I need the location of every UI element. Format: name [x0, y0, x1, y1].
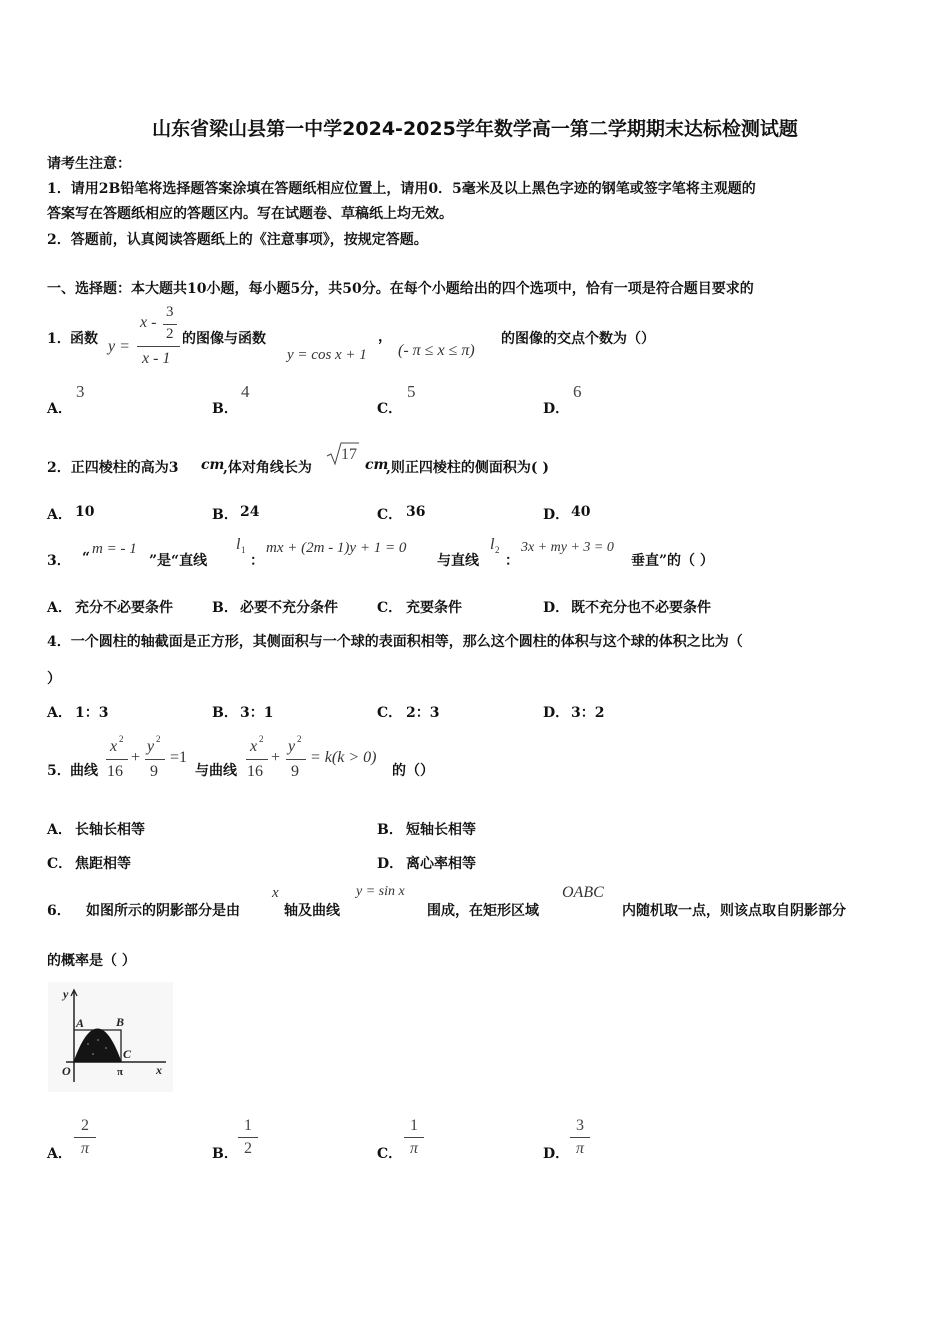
notice-line-1b: 答案写在答题纸相应的答题区内。写在试题卷、草稿纸上均无效。 [47, 206, 453, 222]
q3-option-b-value: 必要不充分条件 [240, 600, 338, 616]
q5-y-sup-1: 2 [156, 734, 161, 744]
q5-option-c-label[interactable]: C． [47, 856, 73, 872]
q5-x-1: x [110, 738, 118, 755]
q6-text-4: 内随机取一点，则该点取自阴影部分 [622, 903, 846, 919]
q5-plus-1: + [131, 749, 141, 766]
q2-option-c-label[interactable]: C． [377, 507, 403, 523]
q3-colon-1: ： [250, 553, 264, 569]
fig-label-b: B [116, 1015, 125, 1029]
q1-option-b-label[interactable]: B． [212, 401, 238, 417]
q6-line-2: 的概率是（ ） [47, 953, 136, 969]
q4-option-b-label[interactable]: B． [212, 705, 238, 721]
q6-curve: y = sin x [356, 884, 405, 899]
q5-option-b-value: 短轴长相等 [406, 822, 476, 838]
q5-option-d-value: 离心率相等 [406, 856, 476, 872]
q3-l2: l [490, 536, 495, 553]
q5-text-2: 与曲线 [195, 763, 237, 779]
q5-x-2: x [250, 738, 258, 755]
q5-number: 5． [47, 763, 71, 779]
q1-y-eq: y = [108, 338, 130, 355]
q1-num-3: 3 [166, 304, 174, 320]
q3-option-b-label[interactable]: B． [212, 600, 238, 616]
q1-num-a: x - [140, 314, 157, 331]
q6-option-c-label[interactable]: C． [377, 1146, 403, 1162]
q3-l2-sub: 2 [495, 545, 500, 555]
q6-region: OABC [562, 884, 604, 901]
q1-option-a-label[interactable]: A． [47, 401, 72, 417]
q5-option-d-label[interactable]: D． [377, 856, 404, 872]
q2-unit-1: cm [201, 457, 225, 473]
q3-option-a-label[interactable]: A． [47, 600, 72, 616]
q6-option-d-num: 3 [576, 1117, 584, 1134]
q1-option-c-value: 5 [407, 382, 416, 401]
q3-option-a-value: 充分不必要条件 [75, 600, 173, 616]
q4-line-1: 4．一个圆柱的轴截面是正方形，其侧面积与一个球的表面积相等，那么这个圆柱的体积与这个球的体积之比为（ [47, 634, 743, 650]
q3-close-quote: ”是“直线 [149, 553, 208, 569]
q3-text-with: 与直线 [437, 553, 479, 569]
q3-l1: l [236, 536, 241, 553]
fig-label-x: x [156, 1063, 162, 1077]
q6-text-3: 围成，在矩形区域 [427, 903, 539, 919]
fig-label-a: A [76, 1016, 85, 1030]
q2-option-b-value: 24 [240, 504, 260, 520]
q4-option-c-label[interactable]: C． [377, 705, 403, 721]
fig-label-y: y [63, 987, 69, 1001]
q1-option-c-label[interactable]: C． [377, 401, 403, 417]
q3-equation-2: 3x + my + 3 = 0 [521, 540, 614, 555]
q6-option-c-den: π [409, 1140, 418, 1157]
q1-option-a-value: 3 [76, 382, 85, 401]
q5-option-c-value: 焦距相等 [75, 856, 131, 872]
q3-l1-sub: 1 [241, 545, 246, 555]
q3-text-tail: 垂直”的（ ） [631, 553, 714, 569]
q1-inner-bar [163, 324, 177, 325]
q4-option-d-label[interactable]: D． [543, 705, 570, 721]
q3-number: 3． [47, 553, 71, 569]
q6-option-b-den: 2 [244, 1140, 252, 1157]
page-title: 山东省梁山县第一中学2024-2025学年数学高一第二学期期末达标检测试题 [152, 118, 798, 140]
q4-option-a-value: 1：3 [75, 705, 109, 721]
q5-bar-2 [145, 759, 165, 760]
q3-option-d-value: 既不充分也不必要条件 [571, 600, 711, 616]
q5-den-16-2: 16 [247, 763, 263, 780]
q5-den-9-1: 9 [150, 763, 158, 780]
q1-option-b-value: 4 [241, 382, 250, 401]
q3-option-c-label[interactable]: C． [377, 600, 403, 616]
q5-text-1: 曲线 [70, 763, 98, 779]
q5-eq-2: = k(k > 0) [310, 749, 377, 766]
q3-option-d-label[interactable]: D． [543, 600, 570, 616]
q5-y-2: y [288, 738, 296, 755]
notice-heading: 请考生注意： [47, 156, 131, 172]
q1-option-d-value: 6 [573, 382, 582, 401]
q5-y-1: y [147, 738, 155, 755]
q2-option-b-label[interactable]: B． [212, 507, 238, 523]
q5-option-a-label[interactable]: A． [47, 822, 72, 838]
q2-option-a-label[interactable]: A． [47, 507, 72, 523]
q2-text-3: ,则正四棱柱的侧面积为( ) [386, 460, 549, 476]
q6-option-c-fraction [404, 1117, 424, 1158]
q5-y-sup-2: 2 [297, 734, 302, 744]
q5-bar-1 [106, 759, 128, 760]
q1-number: 1． [47, 331, 71, 347]
q6-option-d-den: π [575, 1140, 584, 1157]
q5-text-3: 的（） [392, 763, 434, 779]
q6-option-b-num: 1 [244, 1117, 252, 1134]
q6-option-b-fraction [238, 1117, 258, 1158]
q3-equation-1: mx + (2m - 1)y + 1 = 0 [266, 540, 407, 556]
q5-x-sup-1: 2 [119, 734, 124, 744]
q6-option-a-den: π [80, 1140, 89, 1157]
q6-number: 6． [47, 903, 71, 919]
q5-option-a-value: 长轴长相等 [75, 822, 145, 838]
q1-text-1: 函数 [70, 331, 98, 347]
q1-option-d-label[interactable]: D． [543, 401, 570, 417]
q2-option-d-label[interactable]: D． [543, 507, 570, 523]
q3-colon-2: ： [505, 553, 519, 569]
q3-open-quote: “ [82, 550, 91, 566]
notice-line-2: 2．答题前，认真阅读答题纸上的《注意事项》，按规定答题。 [47, 232, 428, 248]
q6-text-2: 轴及曲线 [284, 903, 340, 919]
fig-label-c: C [123, 1047, 132, 1061]
q4-option-c-value: 2：3 [406, 705, 440, 721]
fig-label-o: O [62, 1064, 71, 1078]
q6-option-b-label[interactable]: B． [212, 1146, 238, 1162]
q5-den-9-2: 9 [291, 763, 299, 780]
q1-den: x - 1 [142, 350, 171, 367]
q6-option-a-fraction [74, 1117, 96, 1158]
q6-option-c-num: 1 [410, 1117, 418, 1134]
q1-g: y = cos x + 1 [287, 347, 367, 363]
sine-area-figure [48, 982, 173, 1092]
q4-option-a-label[interactable]: A． [47, 705, 72, 721]
q5-x-sup-2: 2 [259, 734, 264, 744]
q2-text-1: 2．正四棱柱的高为3 [47, 460, 179, 476]
q2-option-d-value: 40 [571, 504, 591, 520]
notice-line-1a: 1．请用2B铅笔将选择题答案涂填在答题纸相应位置上，请用0．5毫米及以上黑色字迹的钢笔或签字笔将主观题的 [47, 181, 756, 197]
fig-label-pi: π [117, 1066, 124, 1078]
q4-line-2: ） [47, 671, 61, 687]
q5-plus-2: + [271, 749, 281, 766]
q5-bar-3 [246, 759, 268, 760]
q3-m-condition: m = - 1 [92, 541, 137, 557]
q2-option-c-value: 36 [406, 504, 426, 520]
q6-option-a-label[interactable]: A． [47, 1146, 72, 1162]
q6-text-1: 如图所示的阴影部分是由 [86, 903, 240, 919]
q3-option-c-value: 充要条件 [406, 600, 462, 616]
q5-bar-4 [286, 759, 306, 760]
q2-unit-2: cm [365, 457, 389, 473]
q1-text-2: 的图像与函数 [182, 331, 266, 347]
q5-option-b-label[interactable]: B． [377, 822, 403, 838]
q2-option-a-value: 10 [75, 504, 95, 520]
q1-num-2: 2 [166, 326, 174, 342]
q6-option-a-num: 2 [81, 1117, 89, 1134]
q4-option-d-value: 3：2 [571, 705, 605, 721]
section-heading: 一、选择题：本大题共10小题，每小题5分，共50分。在每个小题给出的四个选项中，恰有一项是符合题目要求的 [47, 281, 754, 297]
q1-domain: (- π ≤ x ≤ π) [398, 342, 475, 359]
q6-option-d-fraction [570, 1117, 590, 1158]
q1-comma: ， [378, 329, 392, 345]
q5-eq-1: =1 [170, 749, 188, 766]
q2-sqrt-value: 17 [341, 446, 357, 463]
q2-text-2: ,体对角线长为 [223, 460, 312, 476]
q6-option-d-label[interactable]: D． [543, 1146, 570, 1162]
q1-text-3: 的图像的交点个数为（） [501, 331, 655, 347]
q4-option-b-value: 3：1 [240, 705, 274, 721]
q1-fraction-bar [137, 346, 180, 347]
q6-x: x [272, 885, 279, 901]
q5-den-16-1: 16 [107, 763, 123, 780]
